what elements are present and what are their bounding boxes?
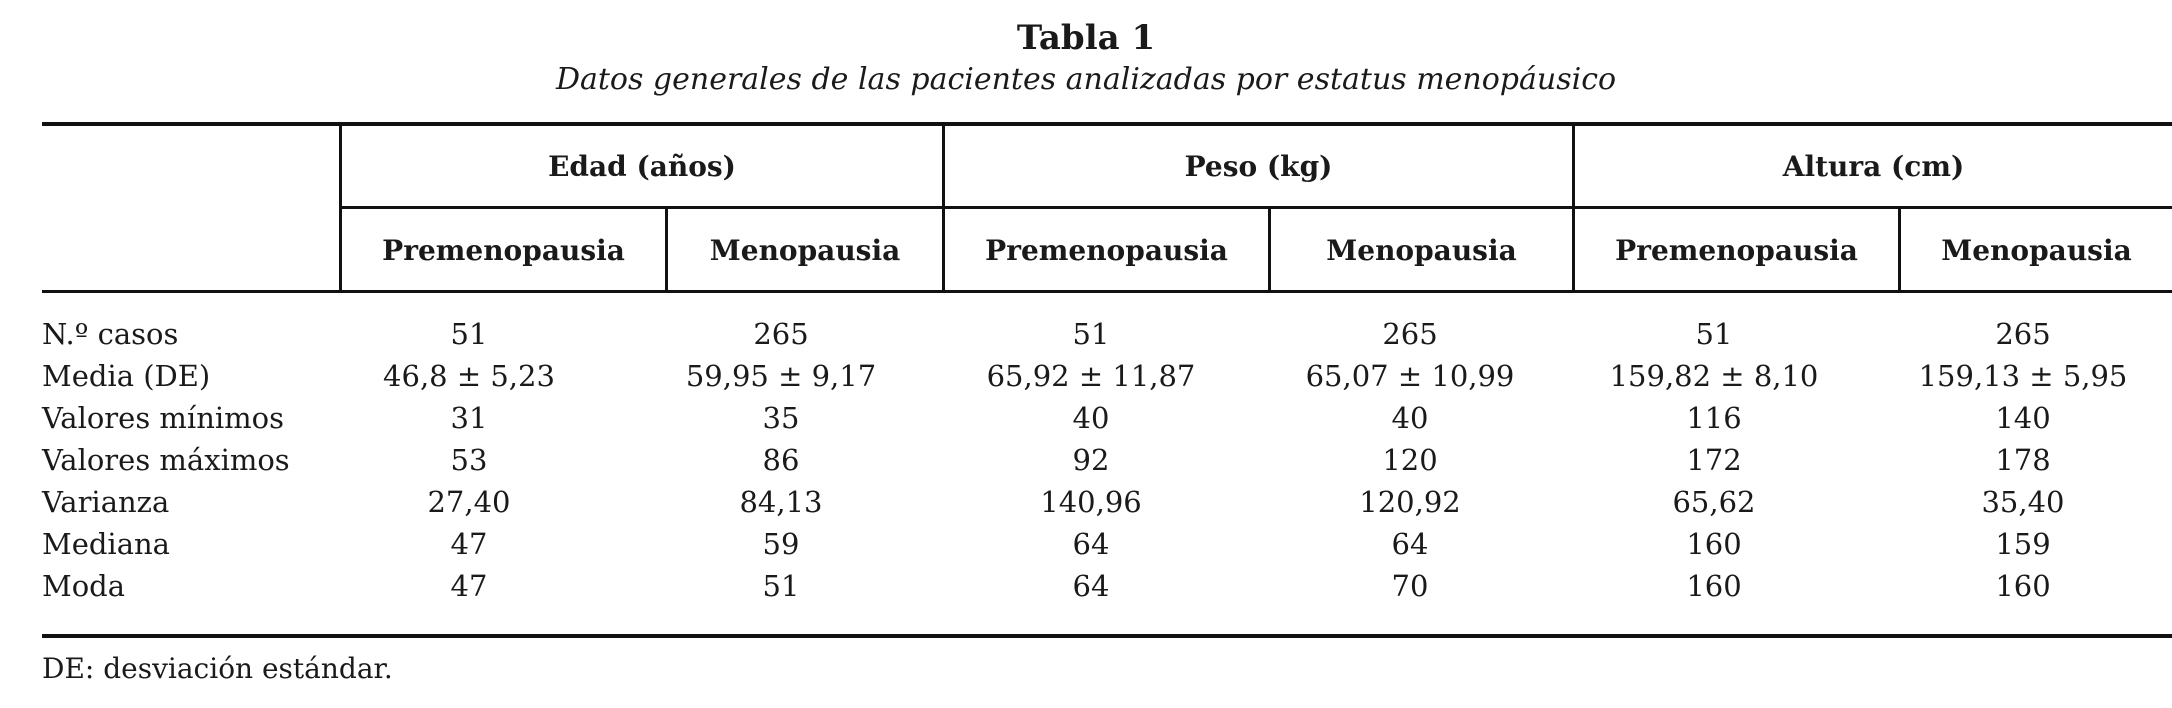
table-cell: 92: [1072, 443, 1110, 477]
table-cell: 53: [450, 443, 488, 477]
table-cell: 35: [762, 401, 800, 435]
table-cell: 265: [1995, 317, 2051, 351]
table-cell: 47: [450, 569, 488, 603]
table-cell: 51: [1072, 317, 1110, 351]
table-cell: 265: [753, 317, 809, 351]
table-cell: 120,92: [1359, 485, 1461, 519]
table-cell: 65,07 ± 10,99: [1305, 359, 1515, 393]
table-cell: 160: [1686, 527, 1742, 561]
table-cell: 116: [1686, 401, 1742, 435]
table-cell: 40: [1391, 401, 1429, 435]
table-cell: 64: [1391, 527, 1429, 561]
table-cell: 40: [1072, 401, 1110, 435]
row-label-minimos: Valores mínimos: [42, 401, 284, 435]
table-cell: 172: [1686, 443, 1742, 477]
table-cell: 159,82 ± 8,10: [1609, 359, 1819, 393]
table-cell: 51: [762, 569, 800, 603]
group-header-altura: Altura (cm): [1782, 150, 1965, 183]
table-cell: 64: [1072, 569, 1110, 603]
group-header-edad: Edad (años): [548, 150, 736, 183]
table-cell: 59,95 ± 9,17: [685, 359, 877, 393]
row-label-n-casos: N.º casos: [42, 317, 179, 351]
table-cell: 120: [1382, 443, 1438, 477]
subheader-altura-premenopausia: Premenopausia: [1615, 234, 1858, 267]
table-title: Tabla 1: [1016, 18, 1156, 58]
table-cell: 159: [1995, 527, 2051, 561]
row-label-mediana: Mediana: [42, 527, 170, 561]
subheader-altura-menopausia: Menopausia: [1941, 234, 2132, 267]
table-cell: 46,8 ± 5,23: [383, 359, 555, 393]
table-cell: 160: [1995, 569, 2051, 603]
table-cell: 27,40: [427, 485, 511, 519]
table-cell: 47: [450, 527, 488, 561]
table-cell: 51: [450, 317, 488, 351]
row-label-maximos: Valores máximos: [42, 443, 290, 477]
rule-header: [42, 290, 2172, 293]
group-header-peso: Peso (kg): [1184, 150, 1333, 183]
subheader-edad-menopausia: Menopausia: [709, 234, 901, 267]
table-cell: 51: [1695, 317, 1733, 351]
table-footnote: DE: desviación estándar.: [42, 652, 393, 685]
table-cell: 160: [1686, 569, 1742, 603]
row-label-varianza: Varianza: [42, 485, 170, 519]
row-label-moda: Moda: [42, 569, 126, 603]
subheader-edad-premenopausia: Premenopausia: [382, 234, 625, 267]
table-cell: 65,92 ± 11,87: [986, 359, 1196, 393]
subheader-peso-premenopausia: Premenopausia: [985, 234, 1228, 267]
table-cell: 159,13 ± 5,95: [1918, 359, 2128, 393]
table-cell: 140: [1995, 401, 2051, 435]
table-cell: 265: [1382, 317, 1438, 351]
table-cell: 64: [1072, 527, 1110, 561]
table-cell: 86: [762, 443, 800, 477]
table-cell: 35,40: [1981, 485, 2065, 519]
table-cell: 65,62: [1672, 485, 1756, 519]
row-label-media: Media (DE): [42, 359, 211, 393]
table-cell: 59: [762, 527, 800, 561]
table-subtitle: Datos generales de las pacientes analizadas por estatus menopáusico: [555, 62, 1617, 97]
rule-bottom: [42, 634, 2172, 638]
subheader-peso-menopausia: Menopausia: [1326, 234, 1517, 267]
table-cell: 140,96: [1040, 485, 1142, 519]
table-cell: 178: [1995, 443, 2051, 477]
rule-top: [42, 122, 2172, 126]
table-cell: 70: [1391, 569, 1429, 603]
table-cell: 84,13: [739, 485, 823, 519]
table-cell: 31: [450, 401, 488, 435]
